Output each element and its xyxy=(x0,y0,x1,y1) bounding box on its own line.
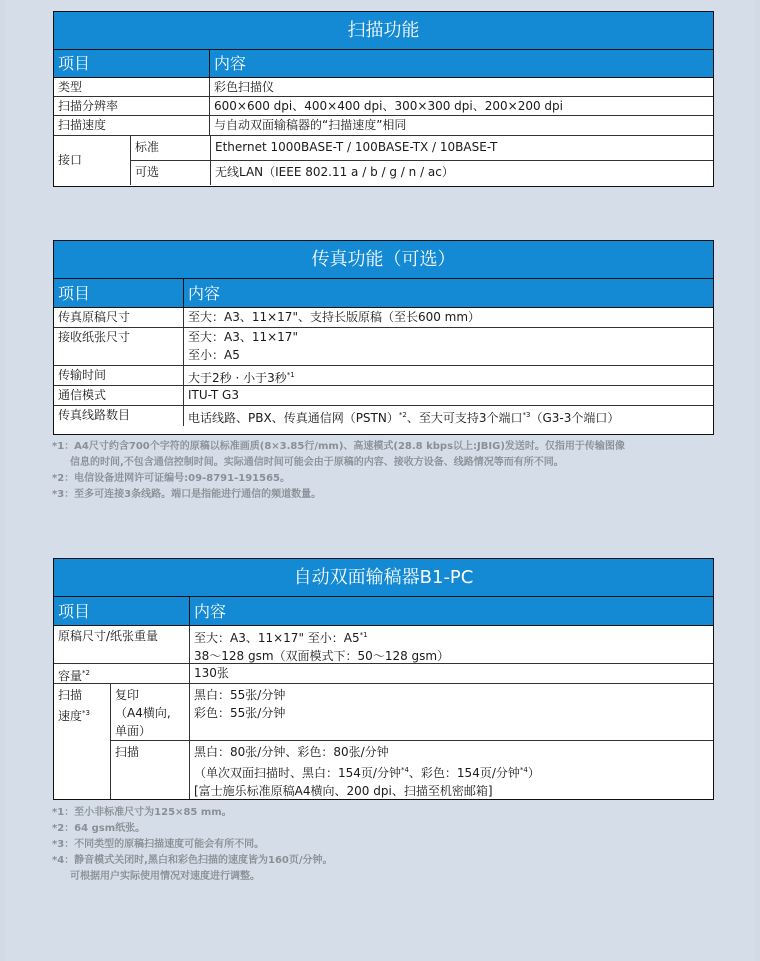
footnote-marker: *2 xyxy=(398,411,407,419)
row-value: 38～128 gsm（双面模式下：50～128 gsm） xyxy=(194,649,450,663)
row-label: 接收纸张尺寸 xyxy=(58,330,131,344)
footnote: *3：不同类型的原稿扫描速度可能会有所不同。 xyxy=(52,839,265,850)
adf-header-row xyxy=(54,597,713,626)
footnote: 信息的时间,不包含通信控制时间。实际通信时间可能会由于原稿的内容、接收方设备、线路情况等而有所不同。 xyxy=(70,457,564,468)
footnote-marker: *3 xyxy=(82,709,90,717)
adf-spec-table xyxy=(53,558,714,800)
table-row xyxy=(54,626,713,664)
table-row xyxy=(54,328,713,366)
row-label: 传真线路数目 xyxy=(58,408,131,422)
footnote-marker: *3 xyxy=(522,411,531,419)
header-item: 项目 xyxy=(58,602,91,621)
row-value: 电话线路、PBX、传真通信网（PSTN）$^{*2}$、至大可支持3个端口$^{*3}$（G3-3个端口） xyxy=(183,406,619,426)
header-content: 内容 xyxy=(209,50,246,77)
footnote: *2：电信设备进网许可证编号:09-8791-191565。 xyxy=(52,473,290,484)
scan-speed-row xyxy=(54,684,713,799)
row-value: 与自动双面输稿器的“扫描速度”相同 xyxy=(209,116,406,135)
adf-footnotes xyxy=(52,805,333,885)
row-value: 彩色扫描仪 xyxy=(209,78,274,96)
interface-label: 接口 xyxy=(58,153,83,167)
table-row xyxy=(54,664,713,684)
row-label: 传真原稿尺寸 xyxy=(58,310,131,324)
copy-label: 复印 （A4横向, 单面） xyxy=(115,688,171,738)
table-row xyxy=(54,308,713,328)
footnote-marker: *2 xyxy=(82,669,90,677)
scan-speed-label: 扫描 速度$^{*3}$ xyxy=(58,688,90,723)
scan-header-row xyxy=(54,50,713,78)
row-value: 大于2秒 · 小于3秒$^{*1}$ xyxy=(183,366,295,385)
fax-footnotes xyxy=(52,439,625,503)
fax-header-row xyxy=(54,279,713,308)
row-label: 类型 xyxy=(58,80,83,94)
table-row xyxy=(54,366,713,386)
header-content: 内容 xyxy=(183,279,220,307)
footnote: 可根据用户实际使用情况对速度进行调整。 xyxy=(70,871,260,882)
interface-standard-value: Ethernet 1000BASE-T / 100BASE-TX / 10BASE-T xyxy=(210,136,497,160)
row-value: 至小：A5 xyxy=(188,348,240,362)
footnote: *1：A4尺寸约含700个字符的原稿以标准画质(8×3.85行/mm)、高速模式(28.8 kbps以上:JBIG)发送时。仅指用于传输图像 xyxy=(52,441,625,452)
scan-table-title: 扫描功能 xyxy=(54,12,713,50)
table-row xyxy=(54,97,713,116)
footnote: *4：静音模式关闭时,黑白和彩色扫描的速度皆为160页/分钟。 xyxy=(52,855,333,866)
table-row xyxy=(54,406,713,426)
footnote-marker: *1 xyxy=(359,631,368,639)
copy-color-speed: 彩色：55张/分钟 xyxy=(194,706,286,720)
row-label: 扫描分辨率 xyxy=(58,99,119,113)
row-value: 至大：A3、11×17" xyxy=(188,330,298,344)
table-row xyxy=(54,116,713,136)
table-row xyxy=(54,78,713,97)
row-value: 600×600 dpi、400×400 dpi、300×300 dpi、200×200 dpi xyxy=(209,97,563,115)
row-value: 至大：A3、11×17"、支持长版原稿（至长600 mm） xyxy=(183,308,480,327)
footnote: *3：至多可连接3条线路。端口是指能进行通信的频道数量。 xyxy=(52,489,322,500)
row-value: 130张 xyxy=(189,664,229,683)
footnote-marker: *1 xyxy=(286,371,295,379)
row-label: 容量$^{*2}$ xyxy=(58,669,90,683)
header-item: 项目 xyxy=(58,54,91,73)
row-value: 至大：A3、11×17" 至小：A5$^{*1}$ xyxy=(194,631,368,645)
row-label: 扫描速度 xyxy=(58,118,107,132)
row-label: 通信模式 xyxy=(58,388,107,402)
interface-row xyxy=(54,136,713,185)
fax-spec-table xyxy=(53,240,714,435)
row-value: ITU-T G3 xyxy=(183,386,239,405)
scan-label: 扫描 xyxy=(115,745,140,759)
row-label: 原稿尺寸/纸张重量 xyxy=(58,629,159,643)
scan-duplex-speed: （单次双面扫描时、黑白：154页/分钟$^{*4}$、彩色：154页/分钟$^{*4}$） xyxy=(194,766,540,780)
scan-speed-value: 黑白：80张/分钟、彩色：80张/分钟 xyxy=(194,745,389,759)
scan-condition: [富士施乐标准原稿A4横向、200 dpi、扫描至机密邮箱] xyxy=(194,784,493,798)
fax-table-title: 传真功能（可选） xyxy=(54,241,713,279)
interface-optional-label: 可选 xyxy=(135,165,160,179)
copy-bw-speed: 黑白：55张/分钟 xyxy=(194,688,286,702)
interface-optional-value: 无线LAN（IEEE 802.11 a / b / g / n / ac） xyxy=(210,161,454,185)
adf-table-title: 自动双面输稿器B1-PC xyxy=(54,559,713,597)
row-label: 传输时间 xyxy=(58,368,107,382)
interface-standard-label: 标准 xyxy=(135,140,160,154)
table-row xyxy=(54,386,713,406)
header-content: 内容 xyxy=(189,597,226,625)
footnote: *2：64 gsm纸张。 xyxy=(52,823,146,834)
footnote: *1：至小非标准尺寸为125×85 mm。 xyxy=(52,807,232,818)
header-item: 项目 xyxy=(58,284,91,303)
scan-spec-table xyxy=(53,11,714,187)
